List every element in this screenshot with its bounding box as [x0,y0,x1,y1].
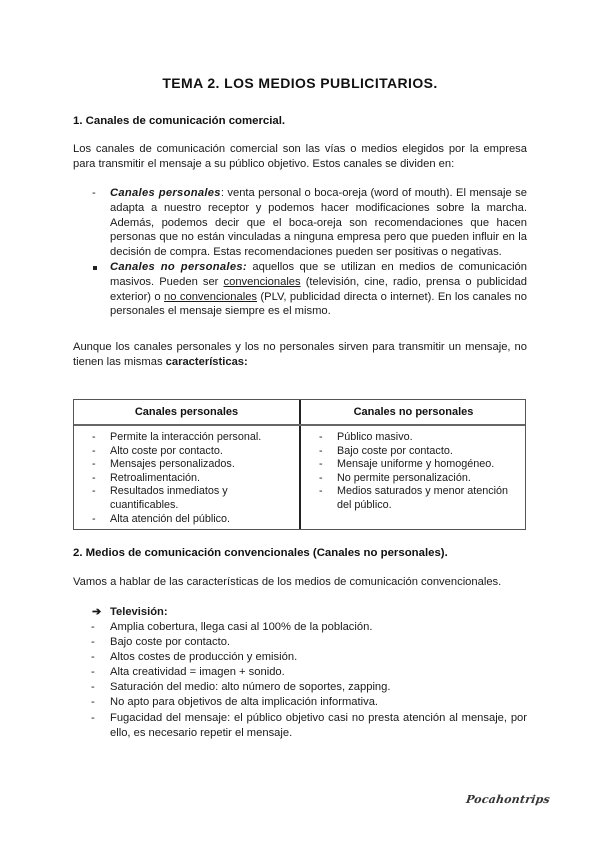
dash-bullet: - [91,621,95,633]
television-heading [92,605,168,620]
list-item [73,695,527,710]
television-characteristics-list [73,620,527,741]
dash-bullet: - [92,431,96,443]
underlined-non-conventional: no convencionales [164,290,258,303]
dash-bullet: - [319,444,323,457]
dash-bullet: - [319,485,323,498]
square-bullet-icon [93,266,97,270]
table-cell-item [92,431,287,445]
table-cell-item [92,458,287,472]
list-item [73,665,527,680]
arrow-right-icon: ➔ [92,606,102,618]
dash-bullet: - [92,187,96,199]
comparison-intro-bold: características: [165,355,248,368]
dash-bullet: - [91,666,95,679]
section-2-heading: 2. Medios de comunicación convencionales (Canales no personales). [73,547,448,559]
cell-text: Retroalimentación. [110,471,201,484]
dash-bullet: - [92,471,96,484]
list-item-text: Bajo coste por contacto. [110,636,231,649]
list-item [73,711,527,741]
non-personal-text-b: (televisión, cine, radio, prensa o publicidad exterior) o [110,275,527,303]
table-column-non-personal [319,431,519,513]
cell-text: No permite personalización. [337,471,471,484]
list-item [73,620,527,635]
table-header-personal: Canales personales [134,406,239,418]
cell-text: Bajo coste por contacto. [337,444,453,457]
dash-bullet: - [91,636,95,649]
term-personal-channels: Canales personales [110,187,221,199]
comparison-table [73,399,526,530]
table-cell-item [319,458,519,472]
dash-bullet: - [319,431,323,443]
list-item [73,635,527,650]
table-header-divider [74,424,525,426]
section-1-intro: Los canales de comunicación comercial son las vías o medios elegidos por la empresa para transmitir el mensaje a su público objetivo. Estos canales se dividen en: [73,143,527,170]
dash-bullet: - [92,444,96,457]
dash-bullet: - [91,696,95,709]
comparison-intro-text: Aunque los canales personales y los no personales sirven para transmitir un mensaje, no tienen las mismas [73,341,527,368]
underlined-conventional: convencionales [223,275,301,288]
dash-bullet: - [92,485,96,498]
list-item-text: Altos costes de producción y emisión. [110,651,298,664]
comparison-intro [73,340,527,370]
cell-text: Alto coste por contacto. [110,444,223,457]
list-item-text: No apto para objetivos de alta implicación informativa. [110,696,379,709]
dash-bullet: - [92,458,96,471]
term-non-personal-channels: Canales no personales: [110,260,247,273]
table-cell-item [319,445,519,459]
cell-text: Mensajes personalizados. [110,458,235,471]
cell-text: Medios saturados y menor atención del público. [337,485,509,511]
list-item-non-personal-channels [92,260,527,319]
list-item-text: Saturación del medio: alto número de soportes, zapping. [110,681,391,694]
dash-bullet: - [319,471,323,484]
list-item [73,650,527,665]
cell-text: Alta atención del público. [110,512,231,525]
dash-bullet: - [91,651,95,664]
table-cell-item [92,472,287,486]
page-title: TEMA 2. LOS MEDIOS PUBLICITARIOS. [162,75,438,91]
section-1-heading: 1. Canales de comunicación comercial. [73,115,286,127]
list-item-text: Amplia cobertura, llega casi al 100% de la población. [110,621,373,633]
dash-bullet: - [91,711,95,724]
list-item-text: Alta creatividad = imagen + sonido. [110,666,285,679]
table-header-non-personal: Canales no personales [353,406,474,418]
table-column-personal [92,431,287,526]
non-personal-text-c: (PLV, publicidad directa o internet). En los canales no personales el mensaje siempre es el mismo. [110,290,527,318]
table-cell-item [92,445,287,459]
table-cell-item [92,485,260,512]
cell-text: Público masivo. [337,431,413,443]
table-cell-item [319,485,519,512]
dash-bullet: - [319,458,323,471]
channel-types-list [92,186,527,319]
list-item-text: Fugacidad del mensaje: el público objetivo casi no presta atención al mensaje, por ello, es necesario repetir el mensaje. [110,711,527,739]
table-cell-item [319,472,519,486]
television-heading-text: Televisión: [110,606,168,618]
list-item [73,680,527,695]
cell-text: Permite la interacción personal. [110,431,262,443]
list-item-personal-channels [92,186,527,260]
cell-text: Mensaje uniforme y homogéneo. [337,458,495,471]
non-personal-text-a: aquellos que se utilizan en medios de comunicación masivos. Pueden ser [110,260,527,288]
cell-text: Resultados inmediatos y cuantificables. [110,485,228,511]
table-cell-item [319,431,519,445]
table-cell-item [92,513,287,527]
author-signature: Pocahontrips [465,793,551,806]
dash-bullet: - [92,512,96,525]
section-2-intro: Vamos a hablar de las características de los medios de comunicación convencionales. [73,576,502,588]
dash-bullet: - [91,681,95,694]
personal-channels-description: : venta personal o boca-oreja (word of mouth). El mensaje se adapta a nuestro receptor y podemos hacer modificaciones sobre la marcha. Además, podemos decir que el boca-oreja son recomendaciones que hacen personas que no están vinculadas a ninguna empresa pero que pueden influir en la decisión de compra. Estas recomendaciones pueden ser positivas o negativas. [110,187,527,259]
